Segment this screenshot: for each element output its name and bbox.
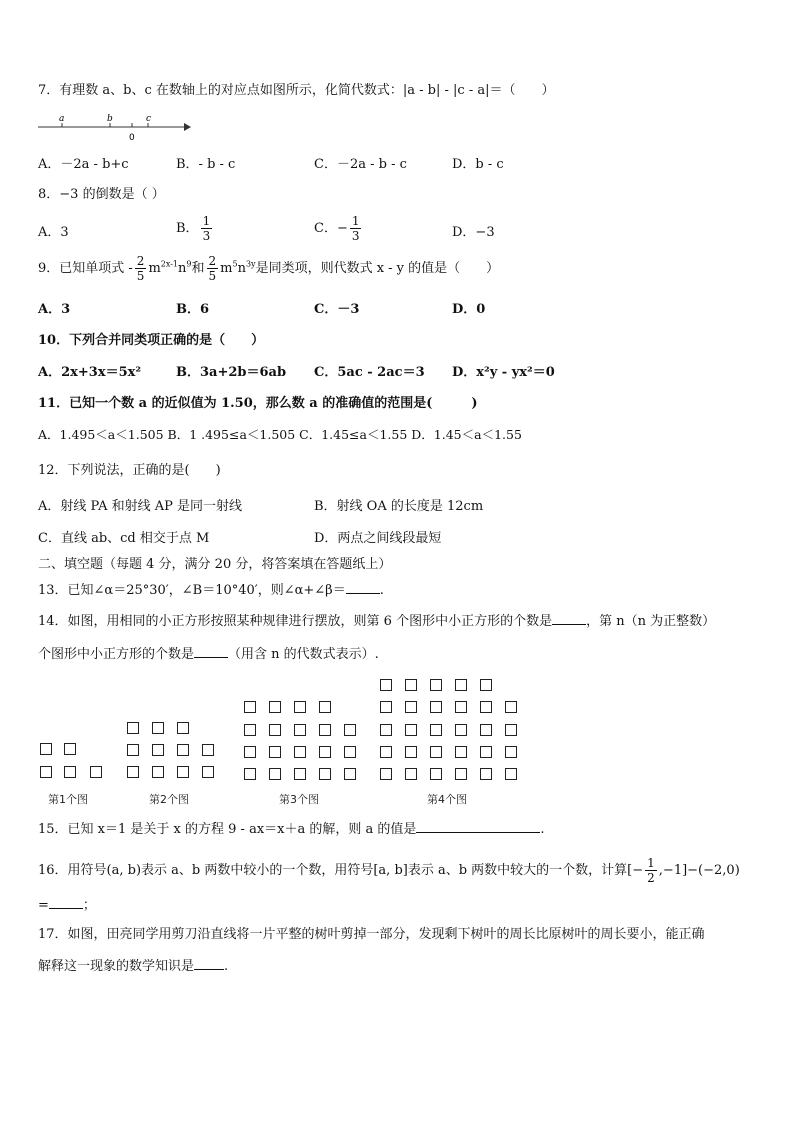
q9-option-c: C．－3 <box>314 302 360 317</box>
q12-option-c: C．直线 ab、cd 相交于点 M <box>38 531 210 546</box>
q10-option-b: B．3a+2b＝6ab <box>176 365 287 380</box>
figure-caption-1: 第1个图 <box>48 793 88 806</box>
number-line-figure <box>36 110 192 142</box>
q8-option-d: D．−3 <box>452 225 495 240</box>
q17-line2: 解释这一现象的数学知识是 . <box>38 959 229 974</box>
q12-option-b: B．射线 OA 的长度是 12cm <box>314 499 484 514</box>
q10-option-a: A．2x+3x＝5x² <box>38 365 142 380</box>
axis-label-zero: 0 <box>129 133 135 142</box>
q8-stem: 8．−3 的倒数是（ ） <box>38 187 165 202</box>
q14-answer-blank-1 <box>552 624 586 625</box>
axis-label-b: b <box>107 114 113 124</box>
q16-line2: = ； <box>38 898 96 913</box>
q16-line1: 16．用符号(a, b)表示 a、b 两数中较小的一个数，用符号[a, b]表示 a、b 两数中较大的一个数，计算[− $\frac{1}{2}$ ,−1]−(−2,0) <box>38 856 740 885</box>
q11-stem: 11．已知一个数 a 的近似值为 1.50，那么数 a 的准确值的范围是( ) <box>38 396 478 411</box>
q9-option-d: D．0 <box>452 302 486 317</box>
q15-answer-blank <box>416 832 540 833</box>
q15-stem: 15．已知 x＝1 是关于 x 的方程 9 - ax＝x＋a 的解，则 a 的值是 . <box>38 822 545 837</box>
q10-option-d: D．x²y - yx²＝0 <box>452 365 555 380</box>
q7-option-b: B．- b - c <box>176 157 236 172</box>
q11-options: A．1.495＜a＜1.505 B．1 .495≤a＜1.505 C．1.45≤a＜1.55 D．1.45＜a＜1.55 <box>38 427 522 442</box>
q13-answer-blank <box>346 593 380 594</box>
q14-answer-blank-2 <box>194 657 228 658</box>
q9-stem: 9．已知单项式 - $\frac{2}{5}$ $m^{2x-1}n^9$和 $\frac{2}{5}$ $m^5n^{3y}$是同类项，则代数式 x - y 的值是（ ） <box>38 254 500 283</box>
q7-stem: 7．有理数 a、b、c 在数轴上的对应点如图所示，化简代数式：|a - b| - |c - a|＝（ ） <box>38 83 555 98</box>
q12-option-d: D．两点之间线段最短 <box>314 531 442 546</box>
q7-option-d: D．b - c <box>452 157 504 172</box>
q10-stem: 10．下列合并同类项正确的是（ ） <box>38 333 265 348</box>
figure-caption-4: 第4个图 <box>427 793 467 806</box>
q9-option-b: B．6 <box>176 302 210 317</box>
q16-answer-blank <box>49 908 83 909</box>
axis-label-c: c <box>146 114 152 124</box>
q7-option-c: C．－2a - b - c <box>314 157 407 172</box>
q8-option-b: B． $\frac{1}{3}$ <box>176 214 211 243</box>
q14-line2: 个图形中小正方形的个数是 （用含 n 的代数式表示）. <box>38 647 379 662</box>
q9-option-a: A．3 <box>38 302 71 317</box>
q17-line1: 17．如图，田亮同学用剪刀沿直线将一片平整的树叶剪掉一部分，发现剩下树叶的周长比原树叶的周长要小，能正确 <box>38 927 705 942</box>
q14-line1: 14．如图，用相同的小正方形按照某种规律进行摆放，则第 6 个图形中小正方形的个数是 ，第 n（n 为正整数） <box>38 614 716 629</box>
q17-answer-blank <box>194 969 224 970</box>
q13-stem: 13．已知∠α＝25°30′，∠B＝10°40′，则∠α+∠β＝ . <box>38 583 384 598</box>
q12-stem: 12．下列说法，正确的是( ) <box>38 463 221 478</box>
q10-option-c: C．5ac - 2ac＝3 <box>314 365 425 380</box>
section-title-fill-in: 二、填空题（每题 4 分，满分 20 分，将答案填在答题纸上） <box>38 557 392 572</box>
figure-caption-2: 第2个图 <box>149 793 189 806</box>
axis-label-a: a <box>59 114 65 124</box>
q8-option-a: A．3 <box>38 225 69 240</box>
q8-option-c: C．− $\frac{1}{3}$ <box>314 214 360 243</box>
q7-option-a: A．－2a - b+c <box>38 157 129 172</box>
figure-caption-3: 第3个图 <box>279 793 319 806</box>
q12-option-a: A．射线 PA 和射线 AP 是同一射线 <box>38 499 242 514</box>
